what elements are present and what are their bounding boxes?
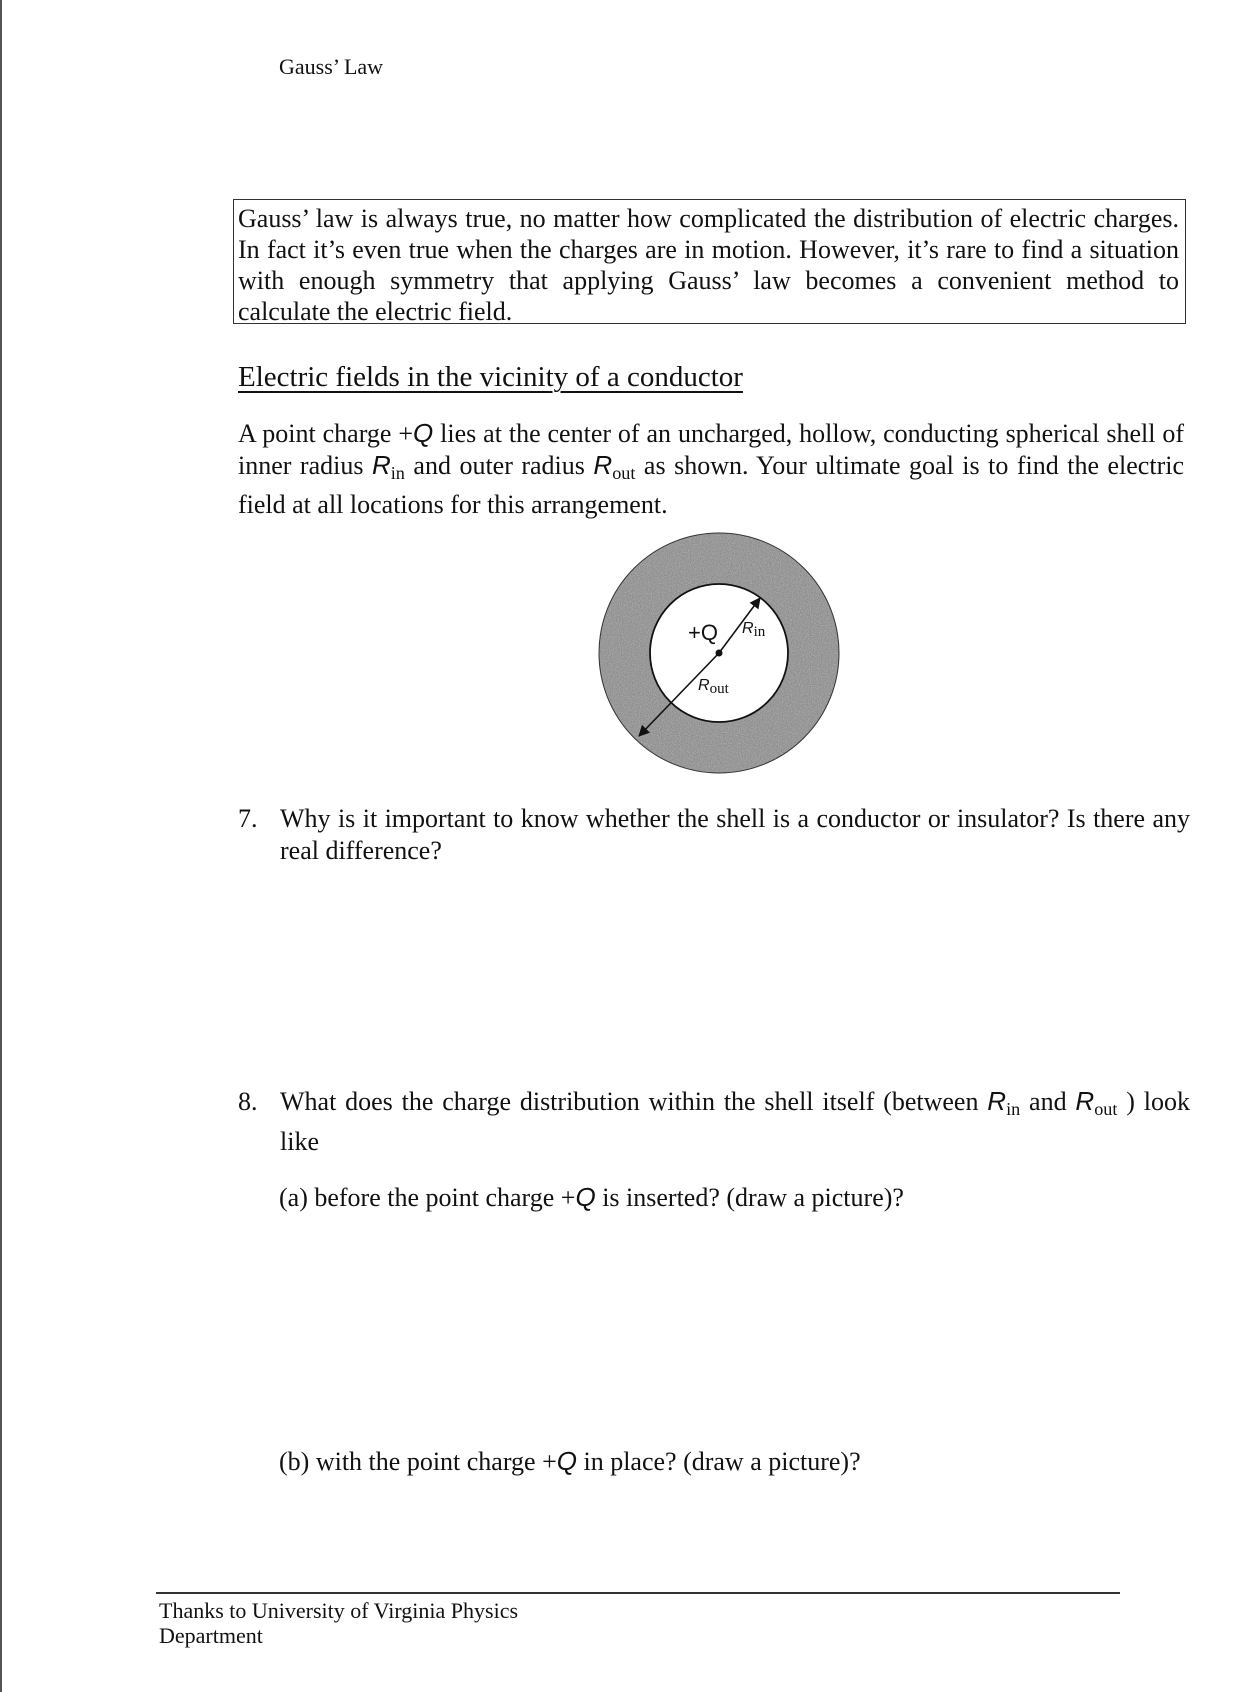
para-text: lies at the center of an uncharged, hollow, conducting spherical shell of inner radius	[238, 419, 1184, 480]
charge-symbol: Q	[575, 1182, 596, 1212]
subquestion-label: (b)	[279, 1447, 310, 1476]
problem-paragraph	[238, 418, 1184, 521]
question-number: 7.	[238, 804, 258, 833]
question-number: 8.	[238, 1087, 258, 1116]
question-7	[238, 803, 1190, 866]
page-left-border	[0, 0, 2, 1692]
charge-label: +Q	[688, 620, 718, 645]
spherical-shell-diagram	[596, 530, 842, 776]
r-out-label: Rout	[698, 677, 729, 697]
r-out-symbol: $R_{out}$	[593, 449, 636, 483]
section-title: Electric fields in the vicinity of a conductor	[238, 361, 743, 393]
footer-credit: Thanks to University of Virginia Physics Department	[159, 1598, 519, 1648]
footer-divider	[156, 1592, 1120, 1594]
subquestion-label: (a)	[279, 1183, 308, 1212]
para-text: A point charge +	[238, 419, 413, 448]
para-text: as shown. Your ultimate goal is to find the electric field at all locations for this arrangement.	[238, 450, 1184, 520]
charge-symbol: Q	[413, 418, 434, 448]
charge-symbol: Q	[556, 1446, 577, 1476]
point-charge	[716, 650, 723, 657]
question-8a: (a) before the point charge +Q is inserted? (draw a picture)?	[279, 1182, 904, 1212]
r-in-label: Rin	[742, 620, 766, 640]
question-text: What does the charge distribution within the shell itself (between $R_{in}$ and $R_{out}$ ) look like	[280, 1086, 1190, 1156]
r-in-symbol: $R_{in}$	[371, 449, 405, 483]
para-text: and outer radius	[404, 450, 594, 480]
question-text: Why is it important to know whether the shell is a conductor or insulator? Is there any real difference?	[280, 804, 1190, 865]
question-8	[238, 1086, 1190, 1157]
r-out-symbol: $R_{out}$	[1075, 1086, 1118, 1120]
page-header: Gauss’ Law	[279, 54, 384, 79]
question-8b: (b) with the point charge +Q in place? (draw a picture)?	[279, 1446, 861, 1476]
intro-callout-box: Gauss’ law is always true, no matter how complicated the distribution of electric charges. In fact it’s even true when the charges are in motion. However, it’s rare to find a situation with enough symmetry that applying Gauss’ law becomes a convenient method to calculate the electric field.	[233, 199, 1186, 324]
r-in-symbol: $R_{in}$	[987, 1086, 1021, 1120]
